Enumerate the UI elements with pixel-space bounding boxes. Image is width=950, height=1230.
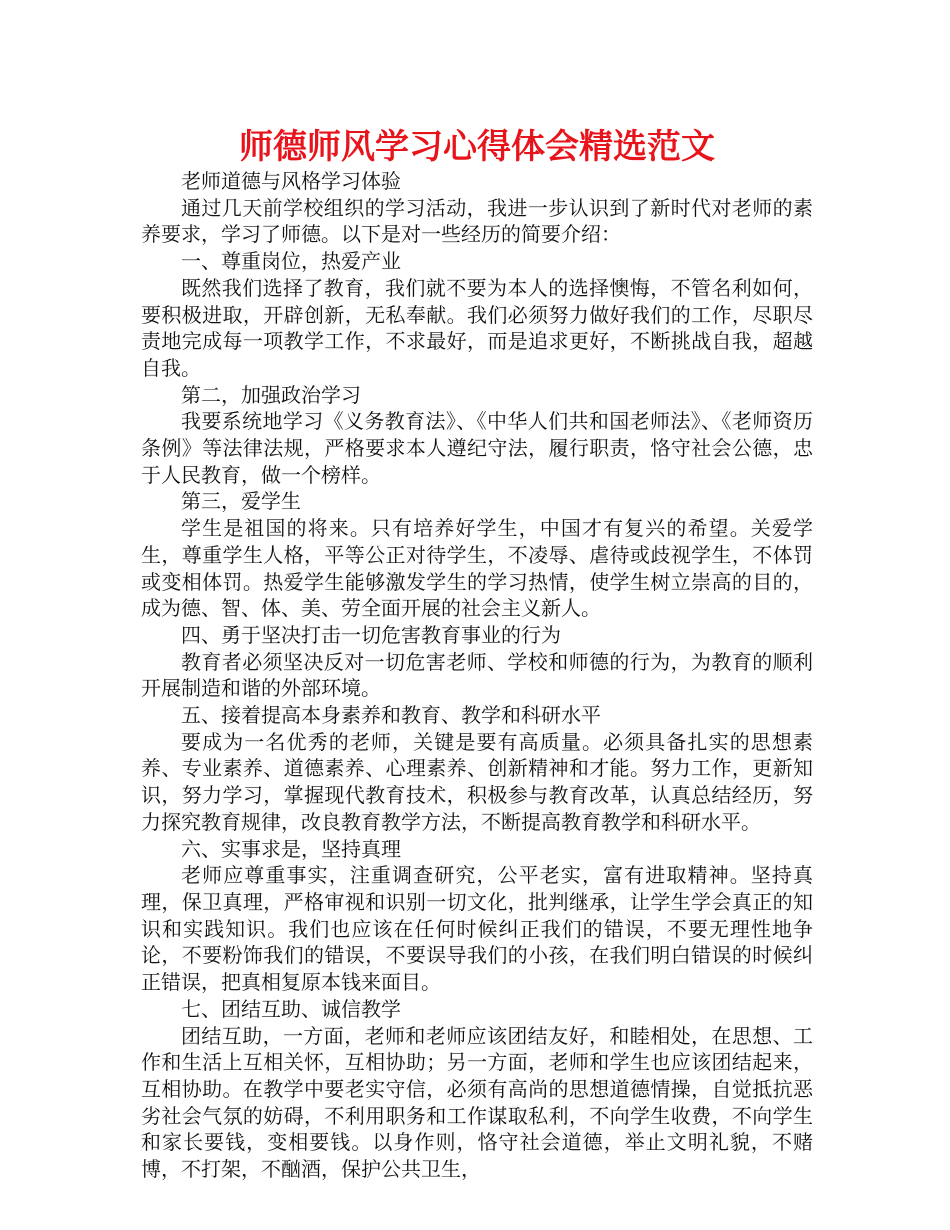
section-heading: 第三，爱学生 [181,489,301,514]
document-body [141,168,813,1183]
paragraph: 老师应尊重事实，注重调查研究，公平老实，富有进取精神。坚持真理，保卫真理，严格审视和识别一切文化，批判继承，让学生学会真正的知识和实践知识。我们也应该在任何时候纠正我们的错误，不要无理性地争论，不要粉饰我们的错误，不要误导我们的小孩，在我们明白错误的时候纠正错误，把真相复原本钱来面目。 [141,863,813,995]
document-page [141,126,813,1183]
paragraph: 教育者必须坚决反对一切危害老师、学校和师德的行为，为教育的顺利开展制造和谐的外部环境。 [141,649,813,701]
paragraph: 我要系统地学习《义务教育法》、《中华人们共和国老师法》、《老师资历条例》等法律法规，严格要求本人遵纪守法，履行职责，恪守社会公德，忠于人民教育，做一个榜样。 [141,409,813,487]
paragraph: 团结互助，一方面，老师和老师应该团结友好，和睦相处，在思想、工作和生活上互相关怀，互相协助；另一方面，老师和学生也应该团结起来，互相协助。在教学中要老实守信，必须有高尚的思想道德情操，自觉抵抗恶劣社会气氛的妨碍，不利用职务和工作谋取私利，不向学生收费，不向学生和家长要钱，变相要钱。以身作则，恪守社会道德，举止文明礼貌，不赌博，不打架，不酗酒，保护公共卫生， [141,1023,813,1182]
paragraph: 学生是祖国的将来。只有培养好学生，中国才有复兴的希望。关爱学生，尊重学生人格，平等公正对待学生，不凌辱、虐待或歧视学生，不体罚或变相体罚。热爱学生能够激发学生的学习热情，使学生树立崇高的目的，成为德、智、体、美、劳全面开展的社会主义新人。 [141,516,813,621]
document-title: 师德师风学习心得体会精选范文 [239,127,715,167]
section-heading: 七、团结互助、诚信教学 [181,996,401,1021]
section-heading: 四、勇于坚决打击一切危害教育事业的行为 [181,622,561,647]
section-heading: 五、接着提高本身素养和教育、教学和科研水平 [181,703,601,728]
paragraph-heading: 老师道德与风格学习体验 [181,169,401,193]
section-heading: 六、实事求是，坚持真理 [181,836,401,861]
paragraph: 通过几天前学校组织的学习活动，我进一步认识到了新时代对老师的素养要求，学习了师德。以下是对一些经历的简要介绍： [141,195,813,247]
section-heading: 第二，加强政治学习 [181,382,361,407]
paragraph: 要成为一名优秀的老师，关键是要有高质量。必须具备扎实的思想素养、专业素养、道德素养、心理素养、创新精神和才能。努力工作，更新知识，努力学习，掌握现代教育技术，积极参与教育改革，认真总结经历，努力探究教育规律，改良教育教学方法，不断提高教育教学和科研水平。 [141,729,813,834]
section-heading: 一、尊重岗位，热爱产业 [181,249,401,274]
paragraph: 既然我们选择了教育，我们就不要为本人的选择懊悔，不管名利如何，要积极进取，开辟创新，无私奉献。我们必须努力做好我们的工作，尽职尽责地完成每一项教学工作，不求最好，而是追求更好，不断挑战自我，超越自我。 [141,275,813,380]
